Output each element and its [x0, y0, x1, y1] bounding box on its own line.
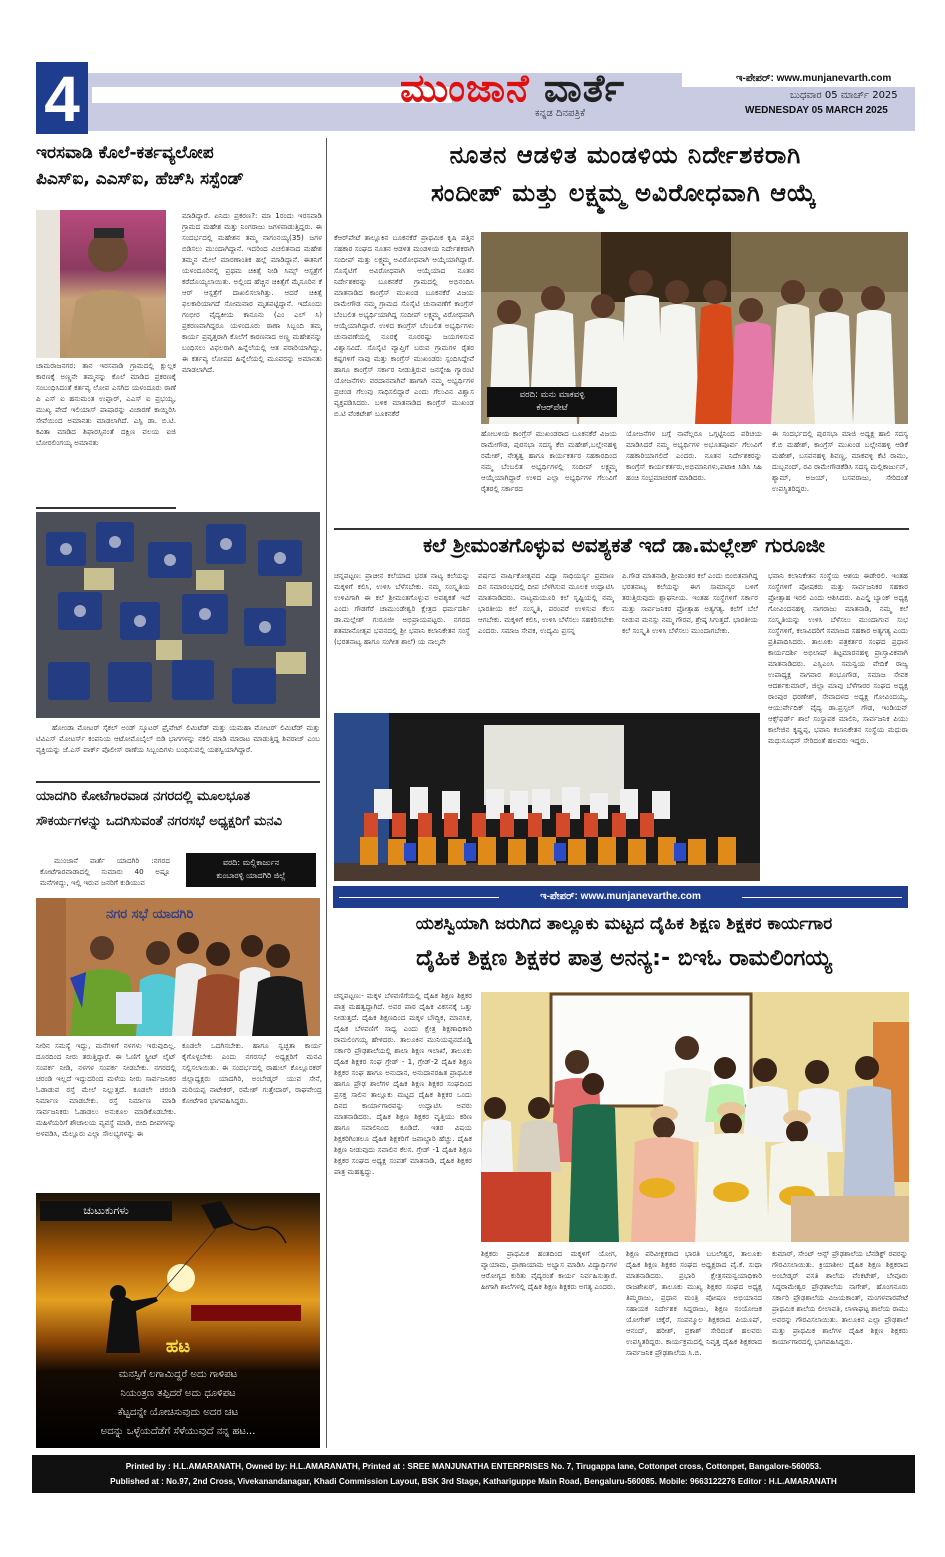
chutuku-title: ಹಟ	[165, 1336, 191, 1357]
poem-line: ಮನಸ್ಸಿಗೆ ಲಗಾಮಿದ್ದರೆ ಅದು ಗಾಳಿಪಟ	[118, 1369, 238, 1380]
sun-icon	[167, 1264, 195, 1292]
kale-col-3: ಪಿ.ಗೌಡ ಮಾತನಾಡಿ, ಶ್ರೀಮಂತರ ಕಲೆ ಎಂದು ಬಿಂಬಿತವಾಗಿದ್ದ ಭರತನಾಟ್ಯ ಕಲೆಯನ್ನು ಈಗ ಸಾಮಾನ್ಯರ ಬಳಿಗೆ ತರುತ್ತಿರುವುದು ಶ್ಲಾಘನೀಯ. ಇಂತಹ ಸಂಸ್ಥೆಗಳಿಗೆ ಸರ್ಕಾರ ಮತ್ತು ಸಾರ್ವಜನಿಕರ ಪ್ರೋತ್ಸಾಹ ಅತ್ಯಗತ್ಯ. ಕಲೆಗೆ ಬೆಲೆ ನೀಡುವ ಮನಸ್ಸು ನಮ್ಮ ಗೌರವ, ಶ್ರೇಷ್ಠ ಸಿಗುತ್ತದೆ. ಭಾರತೀಯ ಕಲೆ ಸಂಸ್ಕೃತಿ ಉಳಿಸಿ ಬೆಳೆಸಲು ಮುಂದಾಗಬೇಕು.	[622, 571, 758, 635]
kale-col-2: ವರ್ಷದ ವಾರ್ಷಿಕೋತ್ಸವದ ವಿದ್ಯಾ ಸಾಧಿಯರ್ಸ್ಯ ಪ್ರಮಾಣ ದಿನ ಸಮಾರಂಭದಲ್ಲಿ ದೀಪ ಬೆಳಗಿಸುವ ಮೂಲಕ ಉದ್ಘಾಟಿಸಿ ಮಾತನಾಡಿದರು. ನಾಟ್ಯಮಯೂರಿ ಕಲೆ ಸೃಷ್ಟಿಯಲ್ಲಿ ನಮ್ಮ ಭಾರತೀಯ ಕಲೆ ಸಂಸ್ಕೃತಿ, ಪರಂಪರೆ ಉಳಿಸುವ ಕೆಲಸ ಆಗಬೇಕು. ಮಕ್ಕಳಿಗೆ ಕಲಿಸಿ, ಉಳಿಸಿ ಬೆಳೆಸಲು ಸಹಕರಿಸಬೇಕು ಎಂದರು. ಸಮಾಜ ಸೇವಕ, ಉದ್ಯಮಿ ಪ್ರಸನ್ನ	[478, 571, 614, 635]
date-kannada: ಬುಧವಾರ 05 ಮಾರ್ಚ್ 2025	[790, 90, 898, 101]
felicitation-group-image	[481, 992, 909, 1242]
poem-line: ನಿಯಂತ್ರಣ ತಪ್ಪಿದರೆ ಅದು ಧೂಳಿಪಟ	[120, 1388, 236, 1399]
yadgir-photo	[36, 898, 320, 1036]
epaper-link[interactable]: ಇ-ಪೇಪರ್: www.munjanevarth.com	[736, 73, 892, 84]
sandeep-col-1: ಕೆಆರ್‌ಪೇಟೆ ತಾಲ್ಲೂಕಿನ ಬೂಕನಕೆರೆ ಪ್ರಾಥಮಿಕ ಕೃಷಿ ಪತ್ತಿನ ಸಹಕಾರ ಸಂಘದ ನೂತನ ಆಡಳಿತ ಮಂಡಳಿಯ ನಿರ್ದೇಶಕರಾಗಿ ಸಂದೀಪ್ ಮತ್ತು ಲಕ್ಷ್ಮಮ್ಮ ಅವಿರೋಧವಾಗಿ ಆಯ್ಕೆಯಾಗಿದ್ದಾರೆ. ಸೊಸೈಟಿಗೆ ಅವಿರೋಧವಾಗಿ ಆಯ್ಕೆಯಾದ ನೂತನ ನಿರ್ದೇಶಕರನ್ನು ಬೂಕನಕೆರೆ ಗ್ರಾಮದಲ್ಲಿ ಅಭಿನಂದಿಸಿ ಮಾತನಾಡಿದ ಕಾಂಗ್ರೆಸ್ ಮುಖಂಡ ಬೂಕನಕೆರೆ ವಿಜಯ ರಾಮೇಗೌಡ ನಮ್ಮ ಗ್ರಾಮದ ಸೊಸೈಟಿ ಚುನಾವಣೆಗೆ ಕಾಂಗ್ರೆಸ್ ಬೆಂಬಲಿತ ಅಭ್ಯರ್ಥಿಯಾಗಿದ್ದ ಸಂದೀಪ್ ಲಕ್ಷ್ಮಮ್ಮ ವಿರೋಧವಾಗಿ ಆಯ್ಕೆಯಾಗಿದ್ದಾರೆ. ಉಳಿದ ಕಾಂಗ್ರೆಸ್ ಬೆಂಬಲಿತ ಅಭ್ಯರ್ಥಿಗಳು ಚುನಾವಣೆಯಲ್ಲಿ ನೂರಕ್ಕೆ ನೂರರಷ್ಟು ಜಯಗಳಿಸುವ ವಿಶ್ವಾಸವಿದೆ. ಸೊಸೈಟಿ ವ್ಯಾಪ್ತಿಗೆ ಬರುವ ಗ್ರಾಮಗಳ ರೈತರ ಕಷ್ಟಗಳಿಗೆ ನಾವು ಮತ್ತು ಕಾಂಗ್ರೆಸ್ ಮುಖಂಡರು ಸ್ಪಂದಿಸಿದ್ದೇವೆ ಹಾಗೂ ಕಾಂಗ್ರೆಸ್ ಸರ್ಕಾರ ನೀಡುತ್ತಿರುವ ಜನಸ್ನೇಹಿ ಗ್ಯಾರಂಟಿ ಯೋಜನೆಗಳು ವರದಾನವಾಗಿವೆ ಹಾಗಾಗಿ ನಮ್ಮ ಅಭ್ಯರ್ಥಿಗಳ ಪ್ರಚಂಡ ಗೆಲುವು ಸಾಧಿಸಲಿದ್ದಾರೆ ಎಂದು ಗೆಲುವಿನ ವಿಶ್ವಾಸ ವ್ಯಕ್ತಪಡಿಸಿದರು. ಬಳಿಕ ಮಾತನಾಡಿದ ಕಾಂಗ್ರೆಸ್ ಮುಖಂಡ ಬಿ.ಟಿ ವೆಂಕಟೇಶ್ ಬೂಕನಕೆರೆ	[334, 233, 474, 418]
sandeep-col-2: ಹೋಬಳಿಯ ಕಾಂಗ್ರೆಸ್ ಮುಖಂಡರಾದ ಬೂಕನಕೆರೆ ವಿಜಯ ರಾಮೇಗೌಡ, ಪುರಸಭಾ ಸದಸ್ಯ ಕೆಬಿ ಮಹೇಶ್,ಬಲ್ಲೇನಹಳ್ಳಿ ರಮೇಶ್, ನೇತೃತ್ವ ಹಾಗೂ ಕಾರ್ಯಕರ್ತರ ಸಹಕಾರದಿಂದ ನಮ್ಮ ಬೆಂಬಲಿತ ಅಭ್ಯರ್ಥಿಗಳಲ್ಲಿ ಸಂದೀಪ್ ಲಕ್ಷ್ಮಮ್ಮ ಆಯ್ಕೆಯಾಗಿದ್ದಾರೆ ಉಳಿದ ಎಲ್ಲಾ ಅಭ್ಯರ್ಥಿಗಳ ಗೆಲುವಿಗೆ ರೈತರಲ್ಲಿ ಸರ್ಕಾರದ	[481, 429, 617, 493]
yadgir-credit-2: ಕುಂಬಾರಳ್ಳಿ ಯಾದಗಿರಿ ಜಿಲ್ಲೆ	[216, 871, 286, 880]
sandeep-headline-1: ನೂತನ ಆಡಳಿತ ಮಂಡಳಿಯ ನಿರ್ದೇಶಕರಾಗಿ	[449, 141, 802, 169]
sandeep-photo-credit	[487, 387, 617, 417]
newspaper-subtitle: ಕನ್ನಡ ದಿನಪತ್ರಿಕೆ	[535, 108, 586, 119]
spare-parts-image	[36, 512, 320, 718]
title-dark: ವಾರ್ತೆ	[543, 66, 626, 110]
chutukugalu-panel	[36, 1193, 320, 1448]
yadgir-body-2: ಕೂಡಲೇ ಒದಗಿಸಬೇಕು. ಹಾಗೂ ಸ್ವಚ್ಛತಾ ಕಾರ್ಯ ಕೈಗೊಳ್ಳಬೇಕು ಎಂದು ನಗರಸಭೆ ಅಧ್ಯಕ್ಷರಿಗೆ ಮನವಿ ಸಲ್ಲಿಸಲಾಯಿತು. ಈ ಸಂದರ್ಭದಲ್ಲಿ ರಾಹುಲ್ ಕೊಲ್ಲೂರಕರ್ ಜಿಲ್ಲಾಧ್ಯಕ್ಷರು ಯಾದಗಿರಿ, ಅಂಬೇಡ್ಕರ್ ಯುವ ಸೇನೆ, ಮರಿಯಪ್ಪ ನಾಟೇಕರ್, ರಮೇಶ್ ಗುತ್ತೇದಾರ್, ರಾಘವೇಂದ್ರ ಕೋಟೆಗಾರ ಭಾಗವಹಿಸಿದ್ದರು.	[182, 1041, 322, 1105]
title-red: ಮುಂಜಾನೆ	[400, 66, 530, 110]
yadgir-credit-box	[186, 853, 316, 887]
police-officer-photo	[36, 210, 166, 358]
irasawadi-body-left: ಚಾಮರಾಜನಗರ: ತಾನ ಇರಸವಾಡಿ ಗ್ರಾಮದಲ್ಲಿ ಕ್ಷುಲ್ಲಕ ಕಾರಣಕ್ಕೆ ಅಣ್ಣನೇ ತಮ್ಮನನ್ನು ಕೊಲೆ ಮಾಡಿದ ಪ್ರಕರಣಕ್ಕೆ ಸಂಬಂಧಿಸಿದಂತೆ ಕರ್ತವ್ಯ ಲೋಪ ಎಸಗಿದ ಯಳಂದೂರು ಠಾಣೆ ಪಿ ಎಸ್ ಐ ಹನುಮಂತ ಉಪ್ಪಾರ್, ಎಎಸ್ ಐ ಪ್ರಭಯ್ಯ, ಮುಖ್ಯ ಪೇದೆ ಇಲಿಯಾಸ್ ಪಾಷಾರನ್ನು ವಿಚಾರಣೆ ಕಾಯ್ದಿರಿಸಿ ಸೇವೆಯಿಂದ ಅಮಾನತು ಮಾಡಲಾಗಿದೆ. ಎಸ್ಪಿ ಡಾ. ಬಿ.ಟಿ. ಕವಿತಾ ಮಾಡಿದ ಶಿಫಾರಸ್ಸಿನಂತೆ ದಕ್ಷಿಣ ವಲಯ ಐಜಿ ಬೋರಲಿಂಗಯ್ಯ ಅಮಾನತು	[36, 361, 176, 447]
newspaper-title	[400, 66, 625, 110]
svg-text:ನಗರ ಸಭೆ ಯಾದಗಿರಿ: ನಗರ ಸಭೆ ಯಾದಗಿರಿ	[106, 907, 194, 922]
irasawadi-body-right: ಮಾಡಿದ್ದಾರೆ. ಏನಿದು ಪ್ರಕರಣ?: ಮಾ 1ರಂದು ಇರಸವಾಡಿ ಗ್ರಾಮದ ಮಹೇಶ ಮತ್ತು ನಿಂಗರಾಜು ಜಗಳವಾಡುತ್ತಿದ್ದರು. ಈ ಸಂದರ್ಭದಲ್ಲಿ ಮಹೇಶನ ತಮ್ಮ ನಾಗಂನಯ್ಯ(35) ಜಗಳ ಬಿಡಿಸಲು ಮುಂದಾಗಿದ್ದಾನೆ. ಇದರಿಂದ ವಿಚಲಿತನಾದ ಮಹೇಶ ತಮ್ಮನ ಮೇಲೆ ಮಾರಣಾಂತಿಕ ಹಲ್ಲೆ ಮಾಡಿದ್ದಾನೆ. ಈತನಿಗೆ ಯಳಂದೂರಿನಲ್ಲಿ ಪ್ರಥಮ ಚಿಕಿತ್ಸೆ ನೀಡಿ ಸಿಮ್ಸ್ ಆಸ್ಪತ್ರೆಗೆ ಕರೆದೊಯ್ಯಲಾಯಿತು. ಅಲ್ಲಿಂದ ಹೆಚ್ಚಿನ ಚಿಕಿತ್ಸೆಗೆ ಮೈಸೂರಿನ ಕೆ ಆರ್ ಆಸ್ಪತ್ರೆಗೆ ದಾಖಲಿಸಲಾಗಿತ್ತು. ಆದರೆ ಚಿಕಿತ್ಸೆ ಫಲಕಾರಿಯಾಗದೆ ಸೋಮವಾರ ಮೃತಪಟ್ಟಿದ್ದಾನೆ. ಇದೊಂದು ಗಂಭೀರ ವೈದ್ಯಕೀಯ ಕಾನೂನು (ಎಂ ಎಲ್ ಸಿ) ಪ್ರಕರಣವಾಗಿದ್ದರೂ ಯಳಂದೂರು ಠಾಣಾ ಸಿಬ್ಬಂದಿ ತಮ್ಮ ಕಾರ್ಯ ಪ್ರವೃತ್ತರಾಗಿ ಕೊಲೆಗೆ ಕಾರಣನಾದ ಅಣ್ಣ ಮಹೇಶನನ್ನು ಬಂಧಿಸಲು ವಿಫಲರಾಗಿ ಹಿನ್ನೆಲೆಯಲ್ಲಿ ಆತ ಪರಾರಿಯಾಗಿದ್ದು, ಈ ಕರ್ತವ್ಯ ಲೋಪದ ಹಿನ್ನೆಲೆಯಲ್ಲಿ ಮೂವರನ್ನು ಅಮಾನತು ಮಾಡಲಾಗಿದೆ.	[182, 211, 322, 374]
spare-parts-photo	[36, 512, 320, 718]
teachers-felicitation-photo	[481, 992, 909, 1242]
bharatanatyam-group-image	[334, 713, 760, 881]
kale-col-4: ಭವಾನಿ ಕಲಾನಿಕೇತನ ಸಂಸ್ಥೆಯ ಆಶಯ ಈಡೇರಲಿ. ಇಂತಹ ಸಂಸ್ಥೆಗಳಿಗೆ ಪೋಷಕರು ಮತ್ತು ಸಾರ್ವಜನಿಕರ ಸಹಕಾರ ಪ್ರೋತ್ಸಾಹ ಇರಲಿ ಎಂದು ಆಶಿಸಿದರು. ಪಿಎಲ್ಡಿ ಬ್ಯಾಂಕ್ ಅಧ್ಯಕ್ಷ ಗೋವಿಂದನಹಳ್ಳಿ ನಾಗರಾಜು ಮಾತನಾಡಿ, ನಮ್ಮ ಕಲೆ ಸಂಸ್ಕೃತಿಯನ್ನು ಉಳಿಸಿ ಬೆಳೆಸಲು ಮುಂದಾಗುವ ಸುಭ ಸಂಸ್ಥೆಗಳಿಗೆ, ಕಲಾವಿದರಿಗೆ ಸಮಾಜದ ಸಹಕಾರ ಅತ್ಯಗತ್ಯ ಎಂದು ಪ್ರತಿಪಾದಿಸಿದರು. ತಾಲೂಕು ಪತ್ರಕರ್ತರ ಸಂಘದ ಪ್ರಧಾನ ಕಾರ್ಯದರ್ಶಿ ಅಭಿಲಾಷ್ ತಿಟ್ಟಮಾರನಹಳ್ಳಿ ಪ್ರಾಸ್ತಾವಿಕವಾಗಿ ಮಾತನಾಡಿದರು. ಎಸ್ಸಿಎಂಸಿ ಸಮನ್ವಯ ವೇದಿಕೆ ರಾಜ್ಯ ಉಪಾಧ್ಯಕ್ಷ ನಾಗವಾರ ಶಂಭೂಗೌಡ, ಸಮಾಜ ಸೇವಕ ಆದರ್ಶಕುಮಾರ್, ಜಿಲ್ಲಾ ಮಾವು ಬೆಳೆಗಾರರ ಸಂಘದ ಅಧ್ಯಕ್ಷ ರಾಂಪುರ ಧರಣೇಶ್, ಸೇವಾದಳದ ಅಧ್ಯಕ್ಷ ಗೋವಿಂದಯ್ಯ, ಆಯುರ್ವೇದಿಕ್ ವೈದ್ಯ ಡಾ.ಪ್ರಸ್ಸಲ್ ಗೌಡ, ಇಂಡಿಯನ್ ಆಕ್ಸ್‌ಫರ್ಡ್ ಶಾಲೆ ಸಂಸ್ಥಾಪಕ ಮಾಲಿನಿ, ಸಾರ್ವಜನಿಕ ಪಿಯು ಕಾಲೇಜಿನ ಕೃಷ್ಣಪ್ಪ, ಭವಾನಿ ಕಲಾನಿಕೇತನ ಸಂಸ್ಥೆಯ ಮಧುರಾ ಮಧುಸೂಧನ್ ಸೇರಿದಂತೆ ಹಲವರು ಇದ್ದರು.	[768, 571, 908, 745]
column-divider	[326, 138, 327, 1448]
poem-line: ಅದನ್ನು ಒಳ್ಳೆಯದೆಡೆಗೆ ಸೆಳೆಯುವುದೆ ನನ್ನ ಹಟ...	[100, 1426, 256, 1437]
divider	[36, 507, 176, 509]
chutuku-poem	[36, 1365, 320, 1441]
imprint-footer	[32, 1455, 915, 1493]
epaper-banner	[333, 886, 908, 908]
chutukugalu-label: ಚುಟುಕುಗಳು	[40, 1201, 172, 1221]
sandeep-col-1-cont	[334, 427, 474, 527]
poem-line: ಕೆಟ್ಟದನ್ನೇ ಯೋಚಿಸುವುದು ಅದರ ಚಟ	[117, 1407, 239, 1418]
date-english: WEDNESDAY 05 MARCH 2025	[745, 105, 888, 116]
footer-line-2: Published at : No.97, 2nd Cross, Vivekanandanagar, Khadi Commission Layout, BSK 3rd Stage, Kathariguppe Main Road, Bengaluru-560085. Mobile: 9663122276 Editor : H.L.AMARANATH	[110, 1477, 837, 1486]
yadgir-credit-1: ವರದಿ: ಮಲ್ಲಿಕಾರ್ಜುನ	[222, 858, 280, 867]
yadgir-lead: ಮುಂಜಾನೆ ವಾರ್ತೆ ಯಾದಗಿರಿ :ನಗರದ ಕೋಟೆಗಾರವಾಡಾದಲ್ಲಿ ಸುಮಾರು 40 ಅಷ್ಟೂ ಮನೆಗಳಿದ್ದು, ಇಲ್ಲಿ ಇರುವ ಜನರಿಗೆ ಕುಡಿಯುವ	[40, 856, 170, 887]
yadgir-body-1: ನೀರಿನ ಸಮಸ್ಯೆ ಇದ್ದು, ಮನೆಗಳಿಗೆ ನಳಗಳು ಇರುವುದಿಲ್ಲ. ದೂರದಿಂದ ನೀರು ತರುತ್ತಿದ್ದಾರೆ. ಈ ಓಣಿಗೆ ಸ್ಟ್ರೀಟ್ ಲೈಟ್ ಸಂಪರ್ಕ ನೀಡಿ, ನಳಗಳ ಸಂಪರ್ಕ ನೀಡಬೇಕು. ನಗರದಲ್ಲಿ ಚರಂಡಿ ಇಲ್ಲದೆ ಇದ್ದುದರಿಂದ ಮಳೆಯ ನೀರು ಸಾರ್ವಜನಿಕರ ಓಡಾಡುವ ರಸ್ತೆ ಮೇಲೆ ನಿಲ್ಲುತ್ತದೆ. ಕೂಡಲೇ ಚರಂಡಿ ನಿರ್ಮಾಣ ಮಾಡಬೇಕು. ರಸ್ತೆ ನಿರ್ಮಾಣ ಮಾಡಿ ಸಾರ್ವಜನಿಕರು ಓಡಾಡಲು ಅನುಕೂಲ ಮಾಡಿಕೊಡಬೇಕು. ಮಹಿಳೆಯರಿಗೆ ಶೌಚಾಲಯ ವ್ಯವಸ್ಥೆ ಮಾಡಿ, ಬೀದಿ ದೀಪಗಳನ್ನು ಅಳವಡಿಸಿ, ಮೆಲ್ಲೂರು ಎಲ್ಲಾ ಸೌಲಭ್ಯಗಳನ್ನು ಈ	[36, 1041, 176, 1138]
physed-col-4: ಕುಮಾರ್, ಸೇಂಟ್ ಆನ್ಸ್ ಪ್ರೌಢಶಾಲೆಯ ಬೆನಡಿಕ್ಟ್ ರವರನ್ನು ಗೌರವಿಸಲಾಯಿತು. ಕ್ರಿಯಾಶೀಲ ದೈಹಿಕ ಶಿಕ್ಷಣ ಶಿಕ್ಷಕರಾದ ಅಂಬೇಡ್ಕರ್ ವಸತಿ ಶಾಲೆಯ ವೆಂಕಟೇಶ್, ಬೇವೂರು ಸಿದ್ದರಾಮೇಶ್ವರ ಪ್ರೌಢಶಾಲೆಯ ನಾಗೇಶ್, ಹೊಂಗನೂರು ಸರ್ಕಾರಿ ಪ್ರೌಢಶಾಲೆಯ ವಿಜಯಕಾಂತ್, ಮಂಗಳವಾರಪೇಟೆ ಪ್ರಾಥಮಿಕ ಶಾಲೆಯ ಲೀಲಾವತಿ, ಲಾಳಾಘಟ್ಟ ಶಾಲೆಯ ರಾಮು ಅವರನ್ನು ಗೌರವಿಸಲಾಯಿತು. ತಾಲೂಕಿನ ಎಲ್ಲಾ ಪ್ರೌಢಶಾಲೆ ಮತ್ತು ಪ್ರಾಥಮಿಕ ಶಾಲೆಗಳ ದೈಹಿಕ ಶಿಕ್ಷಣ ಶಿಕ್ಷಕರು ಕಾರ್ಯಾಗಾರದಲ್ಲಿ ಭಾಗವಹಿಸಿದ್ದರು.	[772, 1249, 908, 1346]
physed-col-1: ಚನ್ನಪಟ್ಟಣ:- ಮಕ್ಕಳ ಬೆಳವಣಿಗೆಯಲ್ಲಿ ದೈಹಿಕ ಶಿಕ್ಷಣ ಶಿಕ್ಷಕರ ಪಾತ್ರ ಮಹತ್ವದ್ದಾಗಿದೆ. ಅವರ ಪಾಠ ದೈಹಿಕ ವಿಕಸನಕ್ಕೆ ಒತ್ತು ನೀಡುತ್ತದೆ. ದೈಹಿಕ ಶಿಕ್ಷಣದಿಂದ ಮಕ್ಕಳ ಬೌದ್ಧಿಕ, ಮಾನಸಿಕ, ದೈಹಿಕ ಬೆಳವಣಿಗೆ ಸಾಧ್ಯ ಎಂದು ಕ್ಷೇತ್ರ ಶಿಕ್ಷಣಾಧಿಕಾರಿ ರಾಮಲಿಂಗಯ್ಯ ಹೇಳಿದರು. ತಾಲೂಕಿನ ಮುನಿಯಪ್ಪನದೊಡ್ಡಿ ಸರ್ಕಾರಿ ಪ್ರೌಢಶಾಲೆಯಲ್ಲಿ ಶಾಲಾ ಶಿಕ್ಷಣ ಇಲಾಖೆ, ತಾಲೂಕು ದೈಹಿಕ ಶಿಕ್ಷಕರ ಸಂಘ ಗ್ರೇಡ್ - 1, ಗ್ರೇಡ್-2 ದೈಹಿಕ ಶಿಕ್ಷಣ ಶಿಕ್ಷಕರ ಸಂಘ ಹಾಗೂ ಅನುದಾನ, ಅನುದಾನರಹಿತ ಪ್ರಾಥಮಿಕ ಹಾಗೂ ಪ್ರೌಢ ಶಾಲೆಗಳ ದೈಹಿಕ ಶಿಕ್ಷಣ ಶಿಕ್ಷಕರ ಸಂಘದಿಂದ ಪ್ರಸಕ್ತ ಸಾಲಿನ ತಾಲ್ಲೂಕು ಮಟ್ಟದ ದೈಹಿಕ ಶಿಕ್ಷಕರ ಒಂದು ದಿನದ ಕಾರ್ಯಾಗಾರವನ್ನು ಉದ್ಘಾಟಿಸಿ ಅವರು ಮಾತನಾಡಿದರು. ದೈಹಿಕ ಶಿಕ್ಷಣ ಶಿಕ್ಷಕರ ವೃತ್ತಿಯು ಕಠಿಣ ಹಾಗೂ ಸವಾಲಿನಿಂದ ಕೂಡಿದೆ. ಇತರ ವಿಷಯ ಶಿಕ್ಷಕರಿಗಿಂತಲೂ ದೈಹಿಕ ಶಿಕ್ಷಕರಿಗೆ ಜವಾಬ್ದಾರಿ ಹೆಚ್ಚು. ದೈಹಿಕ ಶಿಕ್ಷಣ ನೀಡುವುದು ಸವಾಲಿನ ಕೆಲಸ. ಗ್ರೇಡ್ -1 ದೈಹಿಕ ಶಿಕ್ಷಣ ಶಿಕ್ಷಕರ ಸಂಘದ ಅಧ್ಯಕ್ಷ ಸಂಪತ್ ಮಾತನಾಡಿ, ದೈಹಿಕ ಶಿಕ್ಷಕರ ಪಾತ್ರ ಮಹತ್ವದ್ದು.	[334, 991, 472, 1176]
yadgir-group-image	[36, 898, 320, 1036]
photo-credit-2: ಕೆಆರ್‌ಪೇಟೆ	[536, 403, 568, 413]
sandeep-headline-2: ಸಂದೀಪ್ ಮತ್ತು ಲಕ್ಷ್ಮಮ್ಮ ಅವಿರೋಧವಾಗಿ ಆಯ್ಕೆ	[431, 179, 817, 207]
kale-col-1: ಚನ್ನಪಟ್ಟಣ: ಪ್ರಾಚೀನ ಕಲೆಯಾದ ಭರತ ನಾಟ್ಯ ಕಲೆಯನ್ನು ಮಕ್ಕಳಿಗೆ ಕಲಿಸಿ, ಉಳಿಸಿ ಬೆಳೆಸಬೇಕು. ನಮ್ಮ ಸಂಸ್ಕೃತಿಯ ಉಳಿವಿಗಾಗಿ ಈ ಕಲೆ ಶ್ರೀಮಂತಗೊಳ್ಳುವ ಅವಶ್ಯಕತೆ ಇದೆ ಎಂದು ಗೌಡಗೆರೆ ಚಾಮುಂಡೇಶ್ವರಿ ಕ್ಷೇತ್ರದ ಧರ್ಮದರ್ಶಿ ಡಾ.ಮಲ್ಲೇಶ್ ಗುರೂಜೀ ಅಭಿಪ್ರಾಯಪಟ್ಟರು. ನಗರದ ಶತಮಾನೋತ್ಸವ ಭವನದಲ್ಲಿ ಶ್ರೀ ಭವಾನಿ ಕಲಾನಿಕೇತನ ಸಂಸ್ಥೆ (ಭರತನಾಟ್ಯ ಹಾಗೂ ಸಂಗೀತ ಶಾಲೆ) ಯ ನಾಲ್ಕನೇ	[334, 571, 470, 646]
sandeep-group-photo	[481, 232, 908, 424]
physed-headline-2: ದೈಹಿಕ ಶಿಕ್ಷಣ ಶಿಕ್ಷಕರ ಪಾತ್ರ ಅನನ್ಯ:- ಬಿಇಓ ರಾಮಲಿಂಗಯ್ಯ	[416, 946, 832, 971]
epaper-banner-text[interactable]: ಇ-ಪೇಪರ್: www.munjanevarthe.com	[534, 891, 707, 902]
physed-col-2: ಶಿಕ್ಷಕರು ಪ್ರಾಥಮಿಕ ಹಂತದಿಂದ ಮಕ್ಕಳಿಗೆ ಯೋಗ, ವ್ಯಾಯಾಮ, ಪ್ರಾಣಾಯಾಮ ಅಭ್ಯಾಸ ಮಾಡಿಸಿ ವಿದ್ಯಾರ್ಥಿಗಳ ಆರೋಗ್ಯದ ಕುರಿತು ವೈದ್ಯರಂತೆ ಕಾರ್ಯ ನಿರ್ವಹಿಸುತ್ತಾರೆ. ಹೀಗಾಗಿ ಶಾಲೆಗಳಲ್ಲಿ ದೈಹಿಕ ಶಿಕ್ಷಣ ಶಿಕ್ಷಕರು ಅಗತ್ಯ ಎಂದರು.	[481, 1249, 617, 1291]
irasawadi-headline-1: ಇರಸವಾಡಿ ಕೊಲೆ-ಕರ್ತವ್ಯಲೋಪ	[36, 143, 214, 163]
photo-credit-1: ವರದಿ: ಮನು ಮಾಕವಳ್ಳಿ	[519, 390, 585, 400]
kite-icon	[201, 1201, 234, 1229]
kale-headline: ಕಲೆ ಶ್ರೀಮಂತಗೊಳ್ಳುವ ಅವಶ್ಯಕತೆ ಇದೆ ಡಾ.ಮಲ್ಲೇಶ್ ಗುರೂಜೀ	[423, 533, 825, 557]
sandeep-col-3: ಯೋಜನೆಗಳ ಬಗ್ಗೆ ನಾವೆಲ್ಲರೂ ಒಗ್ಗಟ್ಟಿನಿಂದ ಪರಿಚಯ ಮಾಡಿಸಿದರೆ ನಮ್ಮ ಅಭ್ಯರ್ಥಿಗಳ ಅಭೂತಪೂರ್ವ ಗೆಲುವಿಗೆ ಸಹಕಾರಿಯಾಗಲಿದೆ ಎಂದರು. ನೂತನ ನಿರ್ದೇಶಕರನ್ನು ಕಾಂಗ್ರೆಸ್ ಕಾರ್ಯಕರ್ತರು,ಅಭಿಮಾನಿಗಳು,ಪಟಾಕಿ ಸಿಡಿಸಿ ಸಿಹಿ ಹಂಚಿ ಸಂಭ್ರಮಾಚರಣೆ ಮಾಡಿದರು.	[626, 429, 762, 482]
spare-parts-caption: ಹೋಂಡಾ ಮೋಟರ್ ಸೈಕಲ್ ಅಂಡ್ ಸ್ಕೂಟರ್ ಪ್ರೈವೇಟ್ ಲಿಮಿಟೆಡ್ ಮತ್ತು ಯಮಹಾ ಮೋಟರ್ ಲಿಮಿಟೆಡ್ ಮತ್ತು ಟಿವಿಎಸ್ ಮೋಟರ್ಸ್ ಕಂಪನಿಯ ಆಟೋಮೊಬೈಲ್ ಬಿಡಿ ಭಾಗಗಳನ್ನು ನಕಲಿ ಮಾಡಿ ಮಾರಾಟ ಮಾಡುತ್ತಿದ್ದ ಶಿವರಾಜ್ ಎಂಬ ವ್ಯಕ್ತಿಯನ್ನು ಜೆ.ಎಸ್ ಪಾರ್ಕ್ ಪೊಲೀಸ್ ಠಾಣೆಯ ಸಿಬ್ಬಂದಿಗಳು ಬಂಧಿಸುವಲ್ಲಿ ಯಶಸ್ವಿಯಾಗಿದ್ದಾರೆ.	[36, 723, 320, 754]
divider	[36, 781, 320, 783]
officer-silhouette	[36, 210, 166, 358]
sandeep-col-4: ಈ ಸಂದರ್ಭದಲ್ಲಿ ಪುರಸಭಾ ಮಾಜಿ ಅಧ್ಯಕ್ಷ ಹಾಲಿ ಸದಸ್ಯ ಕೆ.ಬಿ ಮಹೇಶ್, ಕಾಂಗ್ರೆಸ್ ಮುಖಂಡ ಬಲ್ಲೇನಹಳ್ಳಿ ಆಡಿಕೆ ಮಹೇಶ್, ಬಸವನಹಳ್ಳಿ ಶಿವಣ್ಣ, ಮಾಕವಳ್ಳಿ ಕೆಟಿ ರಾಮು, ದುಬ್ಬನಂದ್, ರವಿ ರಾಮೇಗೌಡಕೆಡಿಸಿ ಸದಸ್ಯ ಮಲ್ಲಿಕಾರ್ಜುನ್, ಶ್ಯಾಮ್, ಅಜಯ್, ಬಸವರಾಜು, ಸೇರಿದಂತೆ ಉಪಸ್ಥಿತರಿದ್ದರು.	[772, 429, 908, 493]
irasawadi-headline-2: ಪಿಎಸ್‌ಐ, ಎಎಸ್‌ಐ, ಹೆಚ್‌ಸಿ ಸಸ್ಪೆಂಡ್	[36, 169, 244, 189]
yadgir-headline-1: ಯಾದಗಿರಿ ಕೋಟೆಗಾರವಾಡ ನಗರದಲ್ಲಿ ಮೂಲಭೂತ	[36, 789, 251, 804]
page-number: 4	[36, 62, 88, 134]
masthead-strip	[92, 87, 452, 103]
yadgir-headline-2: ಸೌಕರ್ಯಗಳನ್ನು ಒದಗಿಸುವಂತೆ ನಗರಸಭೆ ಅಧ್ಯಕ್ಷರಿಗೆ ಮನವಿ	[36, 814, 282, 829]
dance-group-photo	[334, 713, 760, 881]
footer-line-1: Printed by : H.L.AMARANATH, Owned by: H.L.AMARANATH, Printed at : SREE MANJUNATHA ENTERPRISES No. 7, Tirugappa lane, Cottonpet cross, Cottonpet, Bangalore-560053.	[125, 1462, 822, 1471]
physed-headline-1: ಯಶಸ್ವಿಯಾಗಿ ಜರುಗಿದ ತಾಲ್ಲೂಕು ಮಟ್ಟದ ದೈಹಿಕ ಶಿಕ್ಷಣ ಶಿಕ್ಷಕರ ಕಾರ್ಯಗಾರ	[415, 914, 833, 934]
physed-col-3: ಶಿಕ್ಷಣ ಪರಿವೀಕ್ಷಕರಾದ ಭಾರತಿ ಬಬಲೇಶ್ವರ, ತಾಲೂಕು ದೈಹಿಕ ಶಿಕ್ಷಣ ಶಿಕ್ಷಕರ ಸಂಘದ ಅಧ್ಯಕ್ಷರಾದ ವೈ.ಕೆ. ಸುಧಾ ಮಾತನಾಡಿದರು. ಪ್ರಭಾರಿ ಕ್ಷೇತ್ರಸಮನ್ವಯಾಧಿಕಾರಿ ರಾಜಶೇಖರ್, ತಾಲೂಕು ಮುಖ್ಯ ಶಿಕ್ಷಕರ ಸಂಘದ ಅಧ್ಯಕ್ಷ ತಿಮ್ಮರಾಜು, ಪ್ರಧಾನ ಮಂತ್ರಿ ಪೋಷಣ ಅಭಿಯಾನದ ಸಹಾಯಕ ನಿರ್ದೇಶಕ ಸಿದ್ದರಾಜು, ಶಿಕ್ಷಣ ಸಂಯೋಜಕ ಯೋಗೇಶ್ ಚಕ್ಕೆರೆ, ಸಂಪನ್ಮೂಲ ಶಿಕ್ಷಕರಾದ ಪಿಯೂಷ್, ಆನಂದ್, ಹರೀಶ್, ಪ್ರಕಾಶ್ ಸೇರಿದಂತೆ ಹಲವರು ಉಪಸ್ಥಿತರಿದ್ದರು. ಕಾರ್ಯಕ್ರಮದಲ್ಲಿ ನಿವೃತ್ತ ದೈಹಿಕ ಶಿಕ್ಷಕರಾದ ಸಾರ್ವಜನಿಕ ಪ್ರೌಢಶಾಲೆಯ ಸಿ.ಬಿ.	[626, 1249, 762, 1357]
divider	[334, 528, 909, 530]
